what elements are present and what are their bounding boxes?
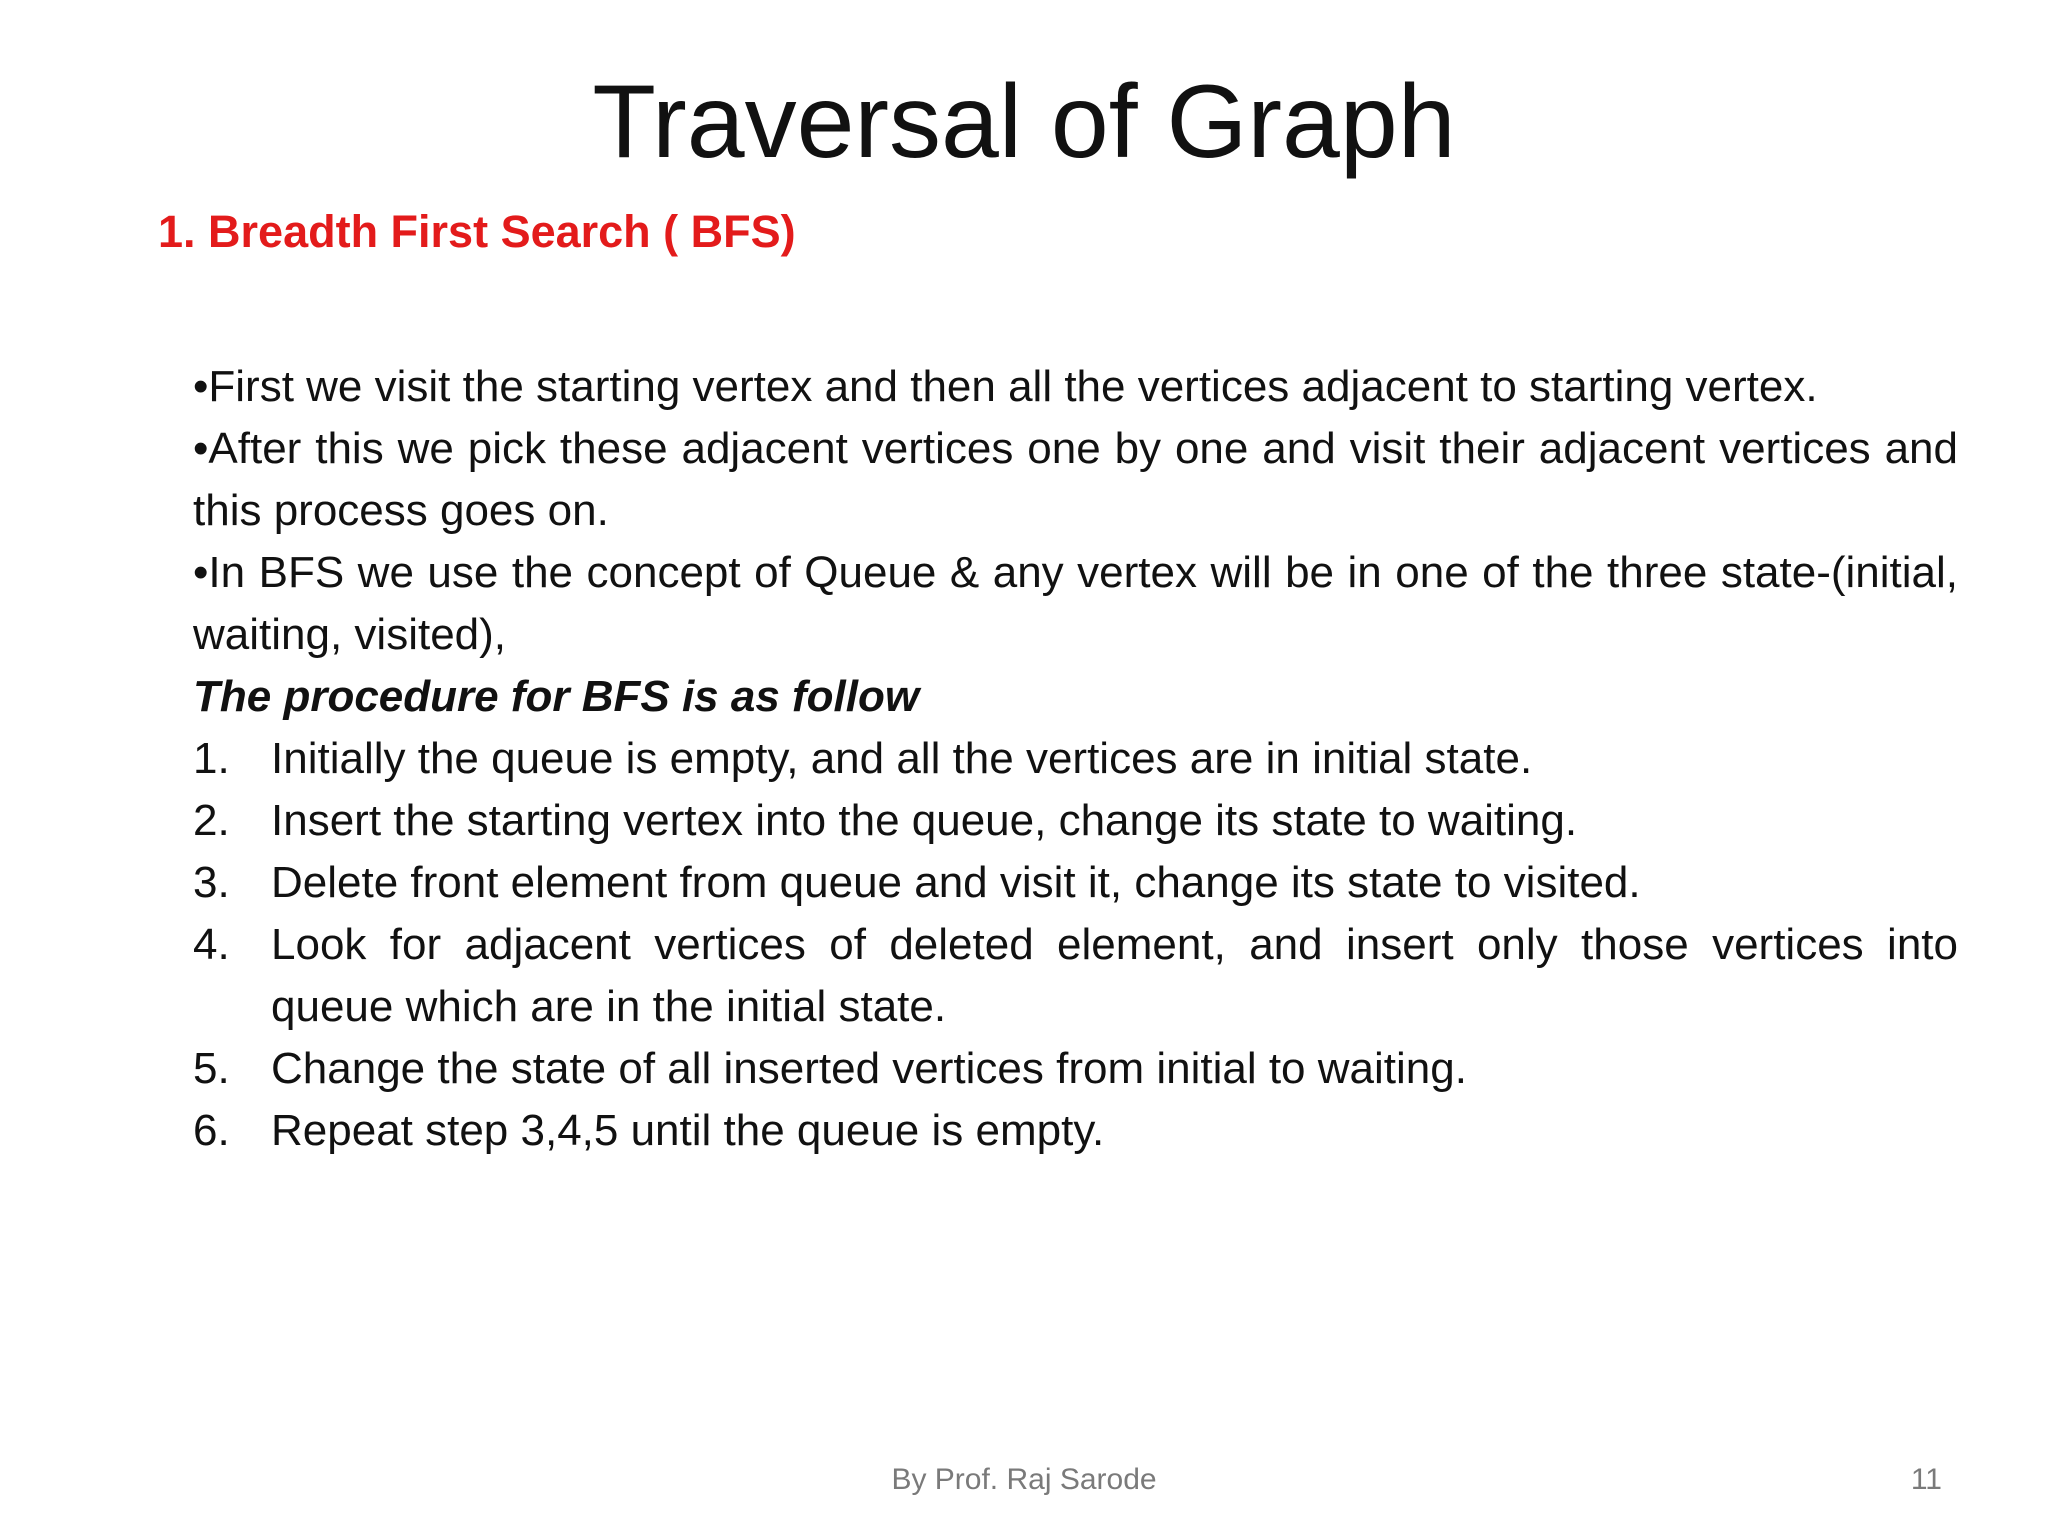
- step-number: 1.: [193, 734, 230, 783]
- footer-author: By Prof. Raj Sarode: [891, 1463, 1157, 1496]
- procedure-step: [193, 1100, 1958, 1162]
- step-text: Initially the queue is empty, and all the vertices are in initial state.: [271, 734, 1533, 783]
- slide-title: Traversal of Graph: [592, 64, 1456, 180]
- step-text: Insert the starting vertex into the queue, change its state to waiting.: [271, 796, 1578, 845]
- step-number: 4.: [193, 920, 230, 969]
- step-text: Change the state of all inserted vertices from initial to waiting.: [271, 1044, 1467, 1093]
- slide-body: [193, 356, 1958, 1162]
- page-number: 11: [1910, 1463, 1942, 1496]
- section-heading: 1. Breadth First Search ( BFS): [158, 206, 796, 257]
- bullet-paragraph: •First we visit the starting vertex and then all the vertices adjacent to starting vertex.: [193, 362, 1818, 411]
- bullet-paragraph: •In BFS we use the concept of Queue & any vertex will be in one of the three state-(initial, waiting, visited),: [193, 548, 1958, 659]
- step-text: Look for adjacent vertices of deleted element, and insert only those vertices into queue which are in the initial state.: [271, 920, 1958, 1031]
- procedure-steps: [193, 728, 1958, 1162]
- procedure-step: [193, 914, 1958, 1038]
- procedure-heading: The procedure for BFS is as follow: [193, 672, 920, 721]
- bullet-paragraph: •After this we pick these adjacent vertices one by one and visit their adjacent vertices and this process goes on.: [193, 424, 1958, 535]
- procedure-step: [193, 852, 1958, 914]
- step-number: 6.: [193, 1106, 230, 1155]
- step-text: Delete front element from queue and visit it, change its state to visited.: [271, 858, 1641, 907]
- step-number: 5.: [193, 1044, 230, 1093]
- step-number: 3.: [193, 858, 230, 907]
- procedure-step: [193, 790, 1958, 852]
- step-text: Repeat step 3,4,5 until the queue is empty.: [271, 1106, 1105, 1155]
- procedure-step: [193, 728, 1958, 790]
- procedure-step: [193, 1038, 1958, 1100]
- step-number: 2.: [193, 796, 230, 845]
